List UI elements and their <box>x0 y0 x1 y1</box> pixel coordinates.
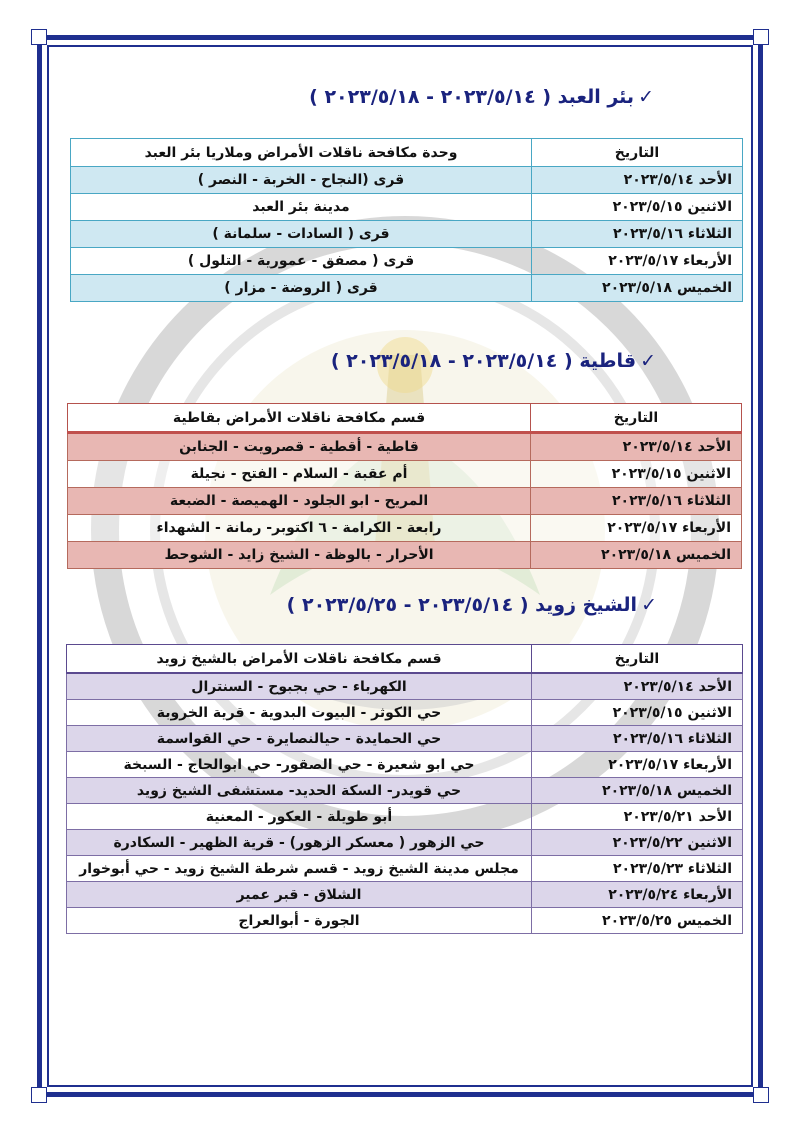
checkmark-icon: ✓ <box>641 594 657 616</box>
row-date: الاثنين ٢٠٢٣/٥/١٥ <box>532 194 743 221</box>
table-row <box>71 275 743 302</box>
row-area: قرى ( مصفق - عمورية - التلول ) <box>71 248 532 275</box>
row-date: الأربعاء ٢٠٢٣/٥/١٧ <box>532 752 743 778</box>
checkmark-icon: ✓ <box>640 350 656 372</box>
section-title-bir-al-abd: ✓بئر العبد ( ٢٠٢٣/٥/١٤ - ٢٠٢٣/٥/١٨ ) <box>309 86 654 108</box>
table-row <box>68 433 742 461</box>
table-row <box>68 488 742 515</box>
row-area: الكهرباء - حي بجبوح - السنترال <box>67 673 532 700</box>
row-date: الأربعاء ٢٠٢٣/٥/١٧ <box>531 515 742 542</box>
row-area: أبو طويلة - العكور - المعنية <box>67 804 532 830</box>
row-date: الثلاثاء ٢٠٢٣/٥/١٦ <box>532 726 743 752</box>
checkmark-icon: ✓ <box>638 86 654 108</box>
border-corner <box>753 29 769 45</box>
border-corner <box>31 29 47 45</box>
section-title-sheikh-zuweid: ✓الشيخ زويد ( ٢٠٢٣/٥/١٤ - ٢٠٢٣/٥/٢٥ ) <box>286 594 657 616</box>
row-date: الخميس ٢٠٢٣/٥/١٨ <box>531 542 742 569</box>
table-row <box>67 700 743 726</box>
table-row <box>68 515 742 542</box>
row-area: الأحرار - بالوظة - الشيخ زايد - الشوحط <box>68 542 531 569</box>
row-date: الأحد ٢٠٢٣/٥/٢١ <box>532 804 743 830</box>
row-area: حي ابو شعيرة - حي الصقور- حي ابوالحاج - السبخة <box>67 752 532 778</box>
row-area: قرى (النجاح - الخربة - النصر ) <box>71 167 532 194</box>
row-date: الخميس ٢٠٢٣/٥/١٨ <box>532 275 743 302</box>
schedule-table-bir-al-abd <box>70 138 743 302</box>
border-corner <box>31 1087 47 1103</box>
table-row <box>68 542 742 569</box>
table-row <box>71 221 743 248</box>
row-area: حي الزهور ( معسكر الزهور) - قرية الظهير - السكادرة <box>67 830 532 856</box>
row-area: قرى ( السادات - سلمانة ) <box>71 221 532 248</box>
row-area: قرى ( الروضة - مزار ) <box>71 275 532 302</box>
row-date: الأحد ٢٠٢٣/٥/١٤ <box>532 167 743 194</box>
table-row <box>67 673 743 700</box>
row-date: الأحد ٢٠٢٣/٥/١٤ <box>532 673 743 700</box>
table-row <box>67 726 743 752</box>
row-area: الشلاق - قبر عمير <box>67 882 532 908</box>
row-area: قاطية - أقطية - قصرويت - الجنابن <box>68 433 531 461</box>
row-date: الأربعاء ٢٠٢٣/٥/١٧ <box>532 248 743 275</box>
row-date: الخميس ٢٠٢٣/٥/١٨ <box>532 778 743 804</box>
table-row <box>71 194 743 221</box>
row-date: الاثنين ٢٠٢٣/٥/١٥ <box>531 461 742 488</box>
table-row <box>67 908 743 934</box>
table-row <box>67 778 743 804</box>
row-area: حي الكوثر - البيوت البدوية - قرية الخروبة <box>67 700 532 726</box>
schedule-table-sheikh-zuweid <box>66 644 743 934</box>
table-row <box>71 167 743 194</box>
row-date: الاثنين ٢٠٢٣/٥/١٥ <box>532 700 743 726</box>
row-area: الجورة - أبوالعراج <box>67 908 532 934</box>
table-header-row <box>71 139 743 167</box>
border-corner <box>753 1087 769 1103</box>
row-area: أم عقبة - السلام - الفتح - نجيلة <box>68 461 531 488</box>
header-date: التاريخ <box>531 404 742 433</box>
row-date: الخميس ٢٠٢٣/٥/٢٥ <box>532 908 743 934</box>
header-date: التاريخ <box>532 645 743 674</box>
row-date: الاثنين ٢٠٢٣/٥/٢٢ <box>532 830 743 856</box>
row-date: الأحد ٢٠٢٣/٥/١٤ <box>531 433 742 461</box>
row-area: حي الحمايدة - حيالنصايرة - حي القواسمة <box>67 726 532 752</box>
header-area: قسم مكافحة ناقلات الأمراض بالشيخ زويد <box>67 645 532 674</box>
row-area: حي قويدر- السكة الحديد- مستشفى الشيخ زويد <box>67 778 532 804</box>
header-date: التاريخ <box>532 139 743 167</box>
row-area: المريح - ابو الجلود - الهميصة - الضبعة <box>68 488 531 515</box>
row-date: الثلاثاء ٢٠٢٣/٥/١٦ <box>531 488 742 515</box>
header-area: قسم مكافحة ناقلات الأمراض بقاطية <box>68 404 531 433</box>
row-area: مدينة بئر العبد <box>71 194 532 221</box>
table-row <box>67 882 743 908</box>
table-row <box>67 856 743 882</box>
header-area: وحدة مكافحة ناقلات الأمراض وملاريا بئر العبد <box>71 139 532 167</box>
section-title-qatia: ✓قاطية ( ٢٠٢٣/٥/١٤ - ٢٠٢٣/٥/١٨ ) <box>330 350 656 372</box>
table-row <box>71 248 743 275</box>
table-header-row <box>67 645 743 674</box>
row-area: رابعة - الكرامة - ٦ اكتوبر- رمانة - الشهداء <box>68 515 531 542</box>
table-row <box>68 461 742 488</box>
table-header-row <box>68 404 742 433</box>
table-row <box>67 804 743 830</box>
row-date: الثلاثاء ٢٠٢٣/٥/٢٣ <box>532 856 743 882</box>
table-row <box>67 830 743 856</box>
row-date: الأربعاء ٢٠٢٣/٥/٢٤ <box>532 882 743 908</box>
row-date: الثلاثاء ٢٠٢٣/٥/١٦ <box>532 221 743 248</box>
schedule-table-qatia <box>67 403 742 569</box>
table-row <box>67 752 743 778</box>
row-area: مجلس مدينة الشيخ زويد - قسم شرطة الشيخ زويد - حي أبوخوار <box>67 856 532 882</box>
